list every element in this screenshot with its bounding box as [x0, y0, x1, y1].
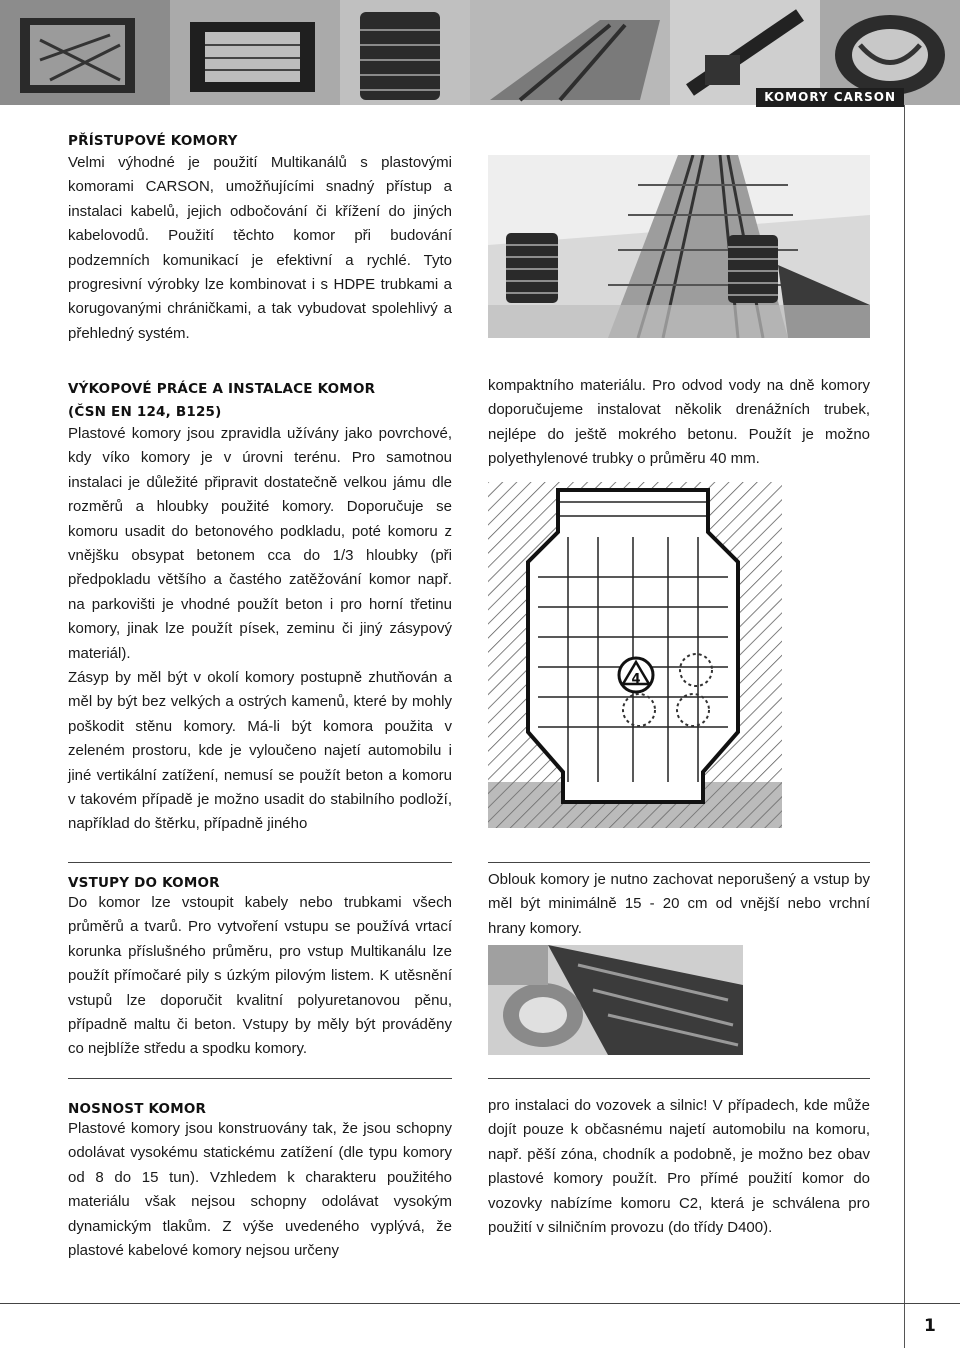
vykopove-text-2: Zásyp by měl být v okolí komory postupně zhutňován a měl by být bez velkých a ostrých kamenů, které by mohly poškodit stěnu komory. Má-li být komora použita v zeleném prostoru, kde je vyloučeno najetí automobilu i jiné vertikální zatížení, nemusí se použít beton a komoru v takovém případě je možno usadit do stabilního podloží, například do štěrku, případně jiného — [68, 669, 452, 833]
nosnost-title: NOSNOST KOMOR — [68, 1101, 207, 1117]
vstupy-text-right: Oblouk komory je nutno zachovat neporušený a vstup by měl být minimálně 15 - 20 cm od vnější nebo vrchní hrany komory. — [488, 871, 870, 937]
divider-right-2 — [488, 1078, 870, 1079]
vstupy-text-left: Do komor lze vstoupit kabely nebo trubkami všech průměrů a tvarů. Pro vytvoření vstupu se používá vrtací korunka příslušného průměru, pro vstup Multikanálu lze použít přímočaré pily s úzkým pilovým listem. K utěsnění vstupů lze doporučit kvalitní polyuretanovou pěnu, případně maltu či beton. Vstupy by měly být prováděny co nejblíže středu a spodku komory. — [68, 894, 452, 1058]
chamber-cylinder-photo — [340, 0, 470, 105]
chamber-grid-photo — [170, 0, 340, 105]
chamber-diagram-svg — [488, 482, 782, 828]
vstupy-title: VSTUPY DO KOMOR — [68, 875, 220, 891]
vykopove-text-right: kompaktního materiálu. Pro odvod vody na dně komory doporučujeme instalovat několik drenážních trubek, nejlépe do ještě mokrého betonu. Použít je možno polyethylenové trubky o průměru 40 mm. — [488, 377, 870, 468]
nosnost-text-right: pro instalaci do vozovek a silnic! V případech, kde může dojít pouze k občasnému najetí automobilu na komoru, např. pěší zóna, chodník a podobně, je možno bez obav plastové komory použít. Pro přímé použití komor do vozovky nabízíme komoru C2, která je schválena pro použití v silničním provozu (do třídy D400). — [488, 1097, 870, 1237]
chamber-with-cables-photo — [0, 0, 170, 105]
drilling-photo — [488, 945, 743, 1055]
chamber-installation-diagram — [488, 482, 782, 828]
trench-installation-illustration — [488, 155, 870, 338]
diagram-marker-label: 4 — [631, 672, 641, 687]
trench-rails-photo — [470, 0, 670, 105]
pristupove-title: PŘÍSTUPOVÉ KOMORY — [68, 133, 238, 149]
section-banner: KOMORY CARSON — [756, 88, 904, 107]
right-margin-rule — [904, 105, 905, 1348]
nosnost-text-left: Plastové komory jsou konstruovány tak, že jsou schopny odolávat vysokému statickému zatížení (dle typu komory od 8 do 15 tun). Vzhledem k charakteru použitého materiálu však nejsou schopny odolávat vysokým dynamickým tlakům. Z výše uvedeného vyplývá, že plastové kabelové komory nejsou určeny — [68, 1120, 452, 1260]
drilling-illustration — [488, 945, 743, 1055]
divider-right-1 — [488, 862, 870, 863]
divider-left-1 — [68, 862, 452, 863]
footer-rule — [0, 1303, 960, 1304]
pristupove-text: Velmi výhodné je použití Multikanálů s plastovými komorami CARSON, umožňujícími snadný přístup a instalaci kabelů, jejich odbočování či křížení do jiných kabelovodů. Použití těchto komor při budování podzemních komunikací je efektivní a rychlé. Tyto progresivní výrobky lze kombinovat i s HDPE trubkami a korugovanými chráničkami, a tak vybudovat spolehlivý a přehledný systém. — [68, 154, 452, 342]
vykopove-title-line2: (ČSN EN 124, B125) — [68, 404, 222, 420]
divider-left-2 — [68, 1078, 452, 1079]
vykopove-text-1: Plastové komory jsou zpravidla užívány jako povrchové, kdy víko komory je v úrovni terénu. Pro samotnou instalaci je důležité připravit dostatečně velkou jámu dle rozměrů a hloubky použité komory. Doporučuje se komoru usadit do betonového podkladu, poté komoru z vnějšku obsypat betonem cca do 1/3 hloubky (při předpokladu většího a častého zatěžování komor např. na parkovišti je vhodné použít beton i pro horní třetinu komory, jinak lze použít písek, zeminu či jiný zásypový materiál). — [68, 425, 452, 662]
page-number: 1 — [924, 1316, 936, 1336]
trench-installation-photo — [488, 155, 870, 338]
vykopove-title-line1: VÝKOPOVÉ PRÁCE A INSTALACE KOMOR — [68, 381, 376, 397]
